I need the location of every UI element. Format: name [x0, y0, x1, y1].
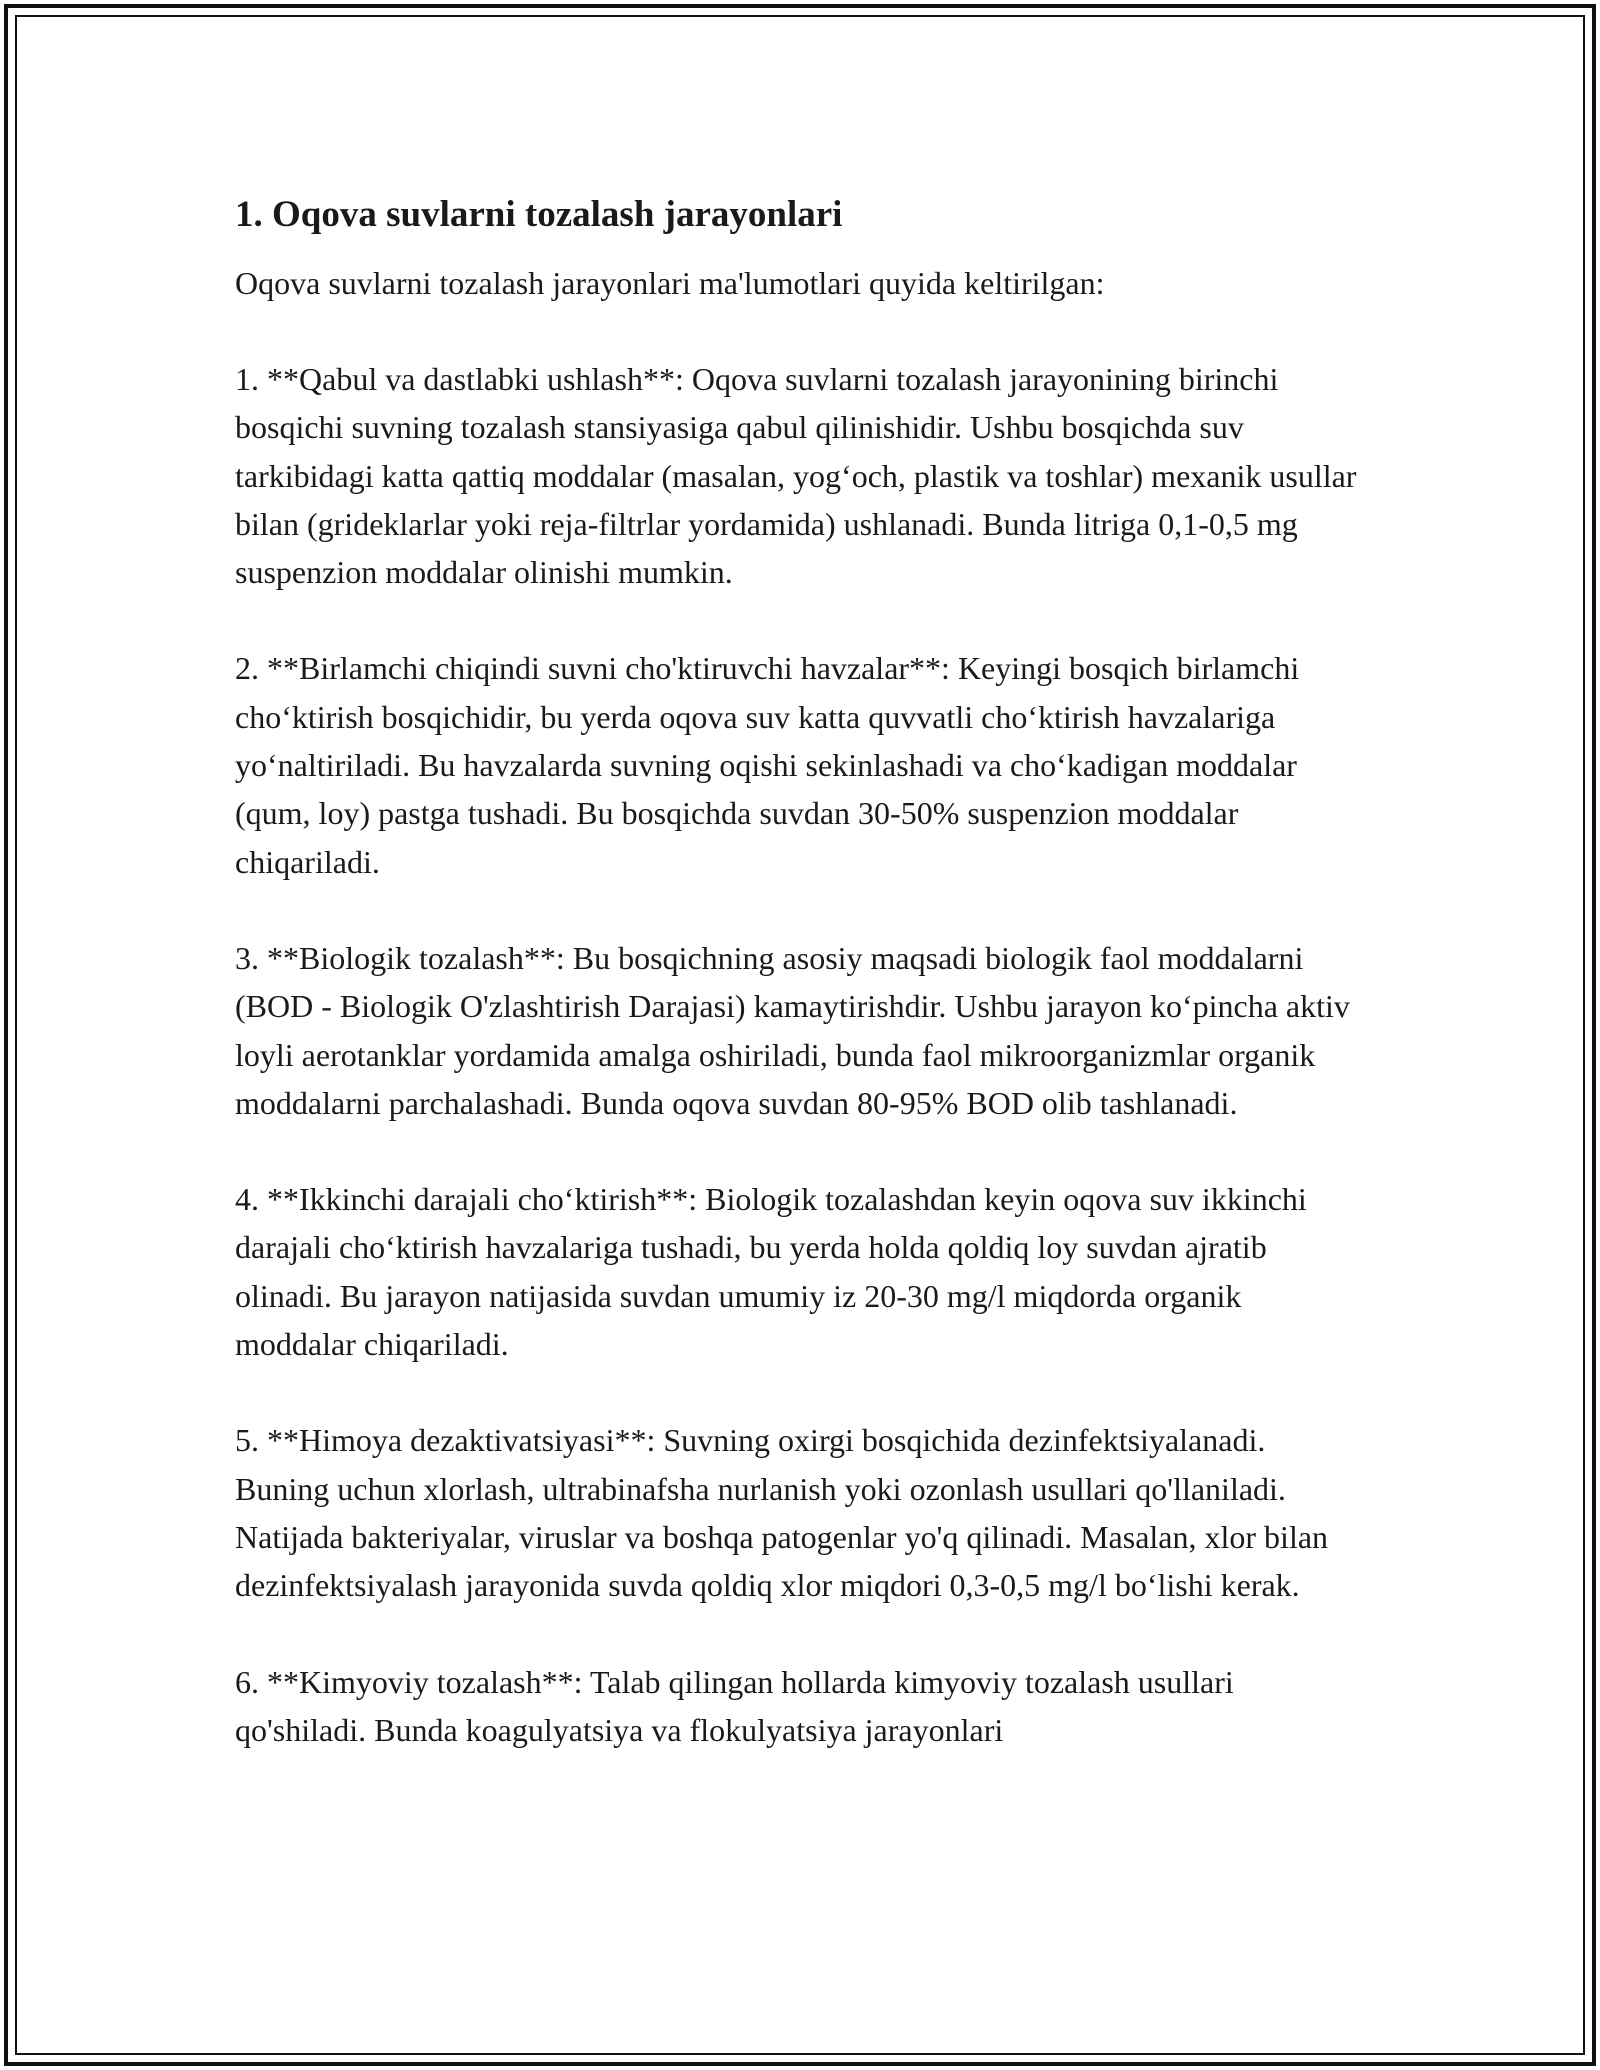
list-item-6: 6. **Kimyoviy tozalash**: Talab qilingan hollarda kimyoviy tozalash usullari qo'shiladi. Bunda koagulyatsiya va flokulyatsiya jarayonlari: [235, 1663, 1234, 1748]
intro-paragraph: Oqova suvlarni tozalash jarayonlari ma'lumotlari quyida keltirilgan:: [235, 265, 1105, 301]
list-item-1: 1. **Qabul va dastlabki ushlash**: Oqova suvlarni tozalash jarayonining birinchi bosqichi suvning tozalash stansiyasiga qabul qilinishidir. Ushbu bosqichda suv tarkibidagi katta qattiq moddalar (masalan, yog‘och, plastik va toshlar) mexanik usullar bilan (grideklarlar yoki reja-filtrlar yordamida) ushlanadi. Bunda litriga 0,1-0,5 mg suspenzion moddalar olinishi mumkin.: [235, 361, 1357, 591]
list-item-4: 4. **Ikkinchi darajali cho‘ktirish**: Biologik tozalashdan keyin oqova suv ikkinchi darajali cho‘ktirish havzalariga tushadi, bu yerda holda qoldiq loy suvdan ajratib olinadi. Bu jarayon natijasida suvdan umumiy iz 20-30 mg/l miqdorda organik moddalar chiqariladi.: [235, 1181, 1307, 1363]
section-heading: 1. Oqova suvlarni tozalash jarayonlari: [235, 194, 843, 235]
list-item-5: 5. **Himoya dezaktivatsiyasi**: Suvning oxirgi bosqichida dezinfektsiyalanadi. Buning uchun xlorlash, ultrabinafsha nurlanish yoki ozonlash usullari qo'llaniladi. Natijada bakteriyalar, viruslar va boshqa patogenlar yo'q qilinadi. Masalan, xlor bilan dezinfektsiyalash jarayonida suvda qoldiq xlor miqdori 0,3-0,5 mg/l bo‘lishi kerak.: [235, 1422, 1329, 1604]
list-item-2: 2. **Birlamchi chiqindi suvni cho'ktiruvchi havzalar**: Keyingi bosqich birlamchi cho‘ktirish bosqichidir, bu yerda oqova suv katta quvvatli cho‘ktirish havzalariga yo‘naltiriladi. Bu havzalarda suvning oqishi sekinlashadi va cho‘kadigan moddalar (qum, loy) pastga tushadi. Bu bosqichda suvdan 30-50% suspenzion moddalar chiqariladi.: [235, 650, 1300, 880]
document-body: [235, 185, 1365, 1802]
list-item-3: 3. **Biologik tozalash**: Bu bosqichning asosiy maqsadi biologik faol moddalarni (BOD - Biologik O'zlashtirish Darajasi) kamaytirishdir. Ushbu jarayon ko‘pincha aktiv loyli aerotanklar yordamida amalga oshiriladi, bunda faol mikroorganizmlar organik moddalarni parchalashadi. Bunda oqova suvdan 80-95% BOD olib tashlanadi.: [235, 939, 1350, 1121]
